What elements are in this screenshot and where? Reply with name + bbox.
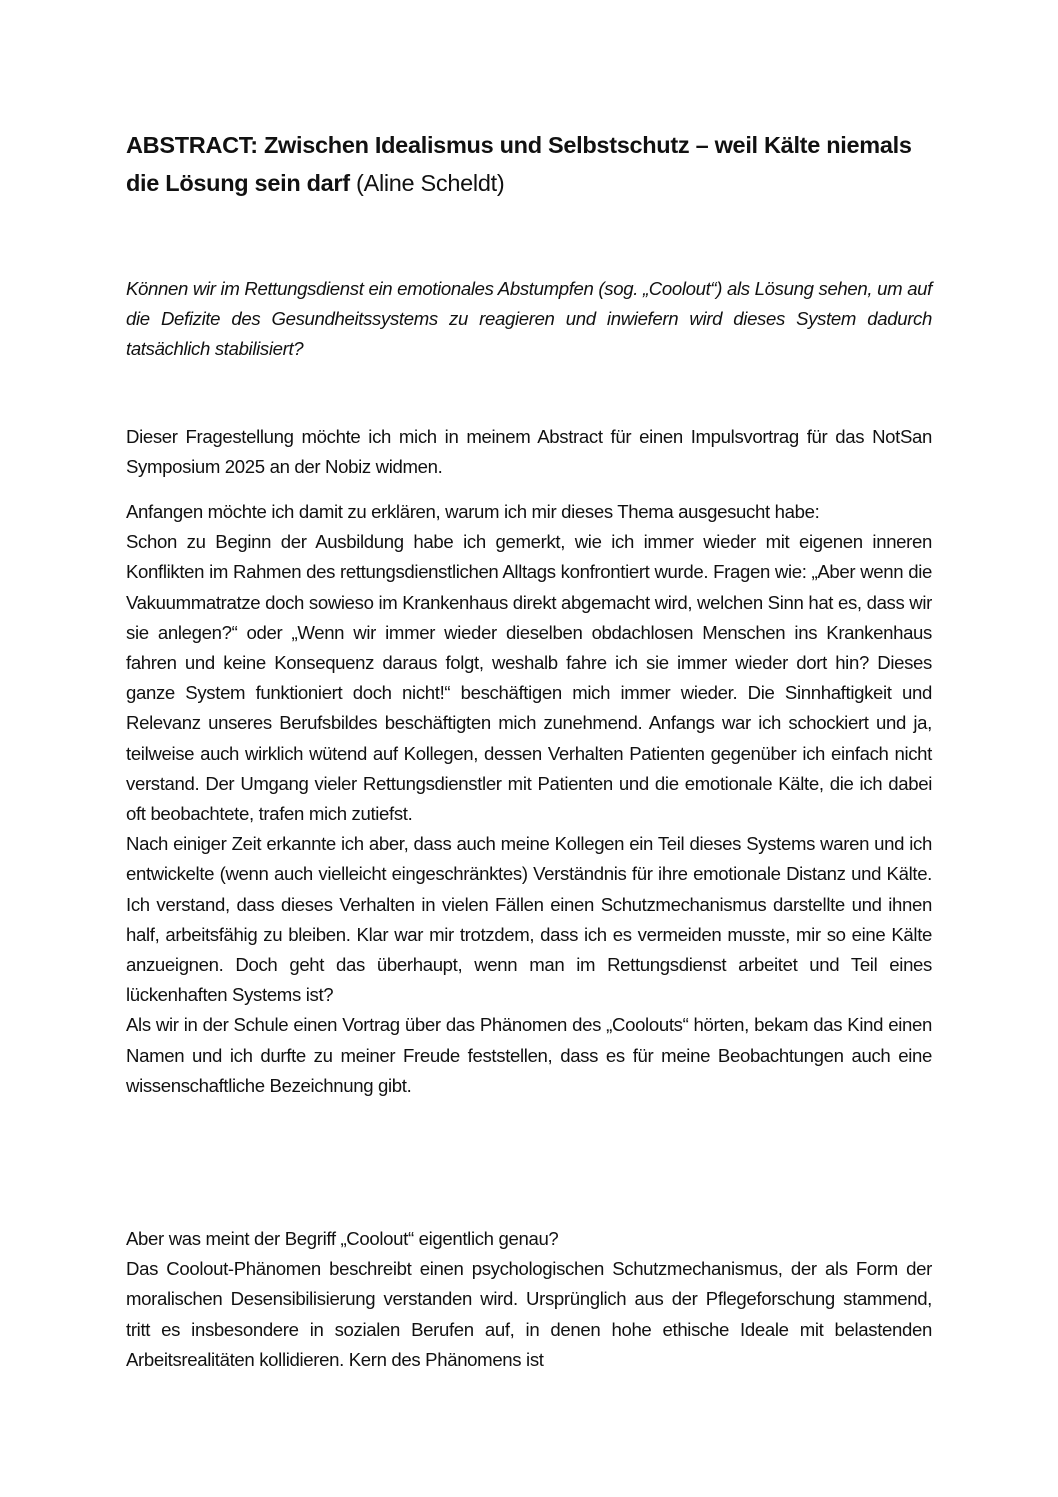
document-title	[126, 126, 932, 202]
title-text: ABSTRACT: Zwischen Idealismus und Selbstschutz – weil Kälte niemals die Lösung sein darf	[126, 132, 912, 196]
motivation-paragraph: Schon zu Beginn der Ausbildung habe ich gemerkt, wie ich immer wieder mit eigenen inneren Konflikten im Rahmen des rettungsdienstlichen Alltags konfrontiert wurde. Fragen wie: „Aber wenn die Vakuummatratze doch sowieso im Krankenhaus direkt abgemacht wird, welchen Sinn hat es, dass wir sie anlegen?“ oder „Wenn wir immer wieder dieselben obdachlosen Menschen ins Krankenhaus fahren und keine Konsequenz daraus folgt, weshalb fahre ich sie immer wieder dort hin? Dieses ganze System funktioniert doch nicht!“ beschäftigen mich immer wieder. Die Sinnhaftigkeit und Relevanz unseres Berufsbildes beschäftigten mich zunehmend. Anfangs war ich schockiert und ja, teilweise auch wirklich wütend auf Kollegen, dessen Verhalten Patienten gegenüber ich einfach nicht verstand. Der Umgang vieler Rettungsdienstler mit Patienten und die emotionale Kälte, die ich dabei oft beobachtete, trafen mich zutiefst.	[126, 531, 932, 825]
coolout-definition-section	[126, 1224, 932, 1375]
intro-paragraph: Dieser Fragestellung möchte ich mich in meinem Abstract für einen Impulsvortrag für das NotSan Symposium 2025 an der Nobiz widmen.	[126, 426, 932, 478]
research-question: Können wir im Rettungsdienst ein emotionales Abstumpfen (sog. „Coolout“) als Lösung sehen, um auf die Defizite des Gesundheitssystems zu reagieren und inwiefern wird dieses System dadurch tatsächlich stabilisiert?	[126, 278, 932, 360]
main-body	[126, 497, 932, 1101]
author-name: (Aline Scheldt)	[356, 170, 505, 196]
motivation-intro: Anfangen möchte ich damit zu erklären, warum ich mir dieses Thema ausgesucht habe:	[126, 501, 820, 522]
coolout-definition-paragraph: Das Coolout-Phänomen beschreibt einen psychologischen Schutzmechanismus, der als Form der moralischen Desensibilisierung verstanden wird. Ursprünglich aus der Pflegeforschung stammend, tritt es insbesondere in sozialen Berufen auf, in denen hohe ethische Ideale mit belastenden Arbeitsrealitäten kollidieren. Kern des Phänomens ist	[126, 1258, 932, 1370]
understanding-paragraph: Nach einiger Zeit erkannte ich aber, dass auch meine Kollegen ein Teil dieses Systems waren und ich entwickelte (wenn auch vielleicht eingeschränktes) Verständnis für ihre emotionale Distanz und Kälte. Ich verstand, dass dieses Verhalten in vielen Fällen einen Schutzmechanismus darstellte und ihnen half, arbeitsfähig zu bleiben. Klar war mir trotzdem, dass ich es vermeiden musste, mir so eine Kälte anzueignen. Doch geht das überhaupt, wenn man im Rettungsdienst arbeitet und Teil eines lückenhaften Systems ist?	[126, 833, 932, 1006]
section-question: Aber was meint der Begriff „Coolout“ eigentlich genau?	[126, 1228, 559, 1249]
coolout-discovery-paragraph: Als wir in der Schule einen Vortrag über das Phänomen des „Coolouts“ hörten, bekam das Kind einen Namen und ich durfte zu meiner Freude feststellen, dass es für meine Beobachtungen auch eine wissenschaftliche Bezeichnung gibt.	[126, 1014, 932, 1096]
